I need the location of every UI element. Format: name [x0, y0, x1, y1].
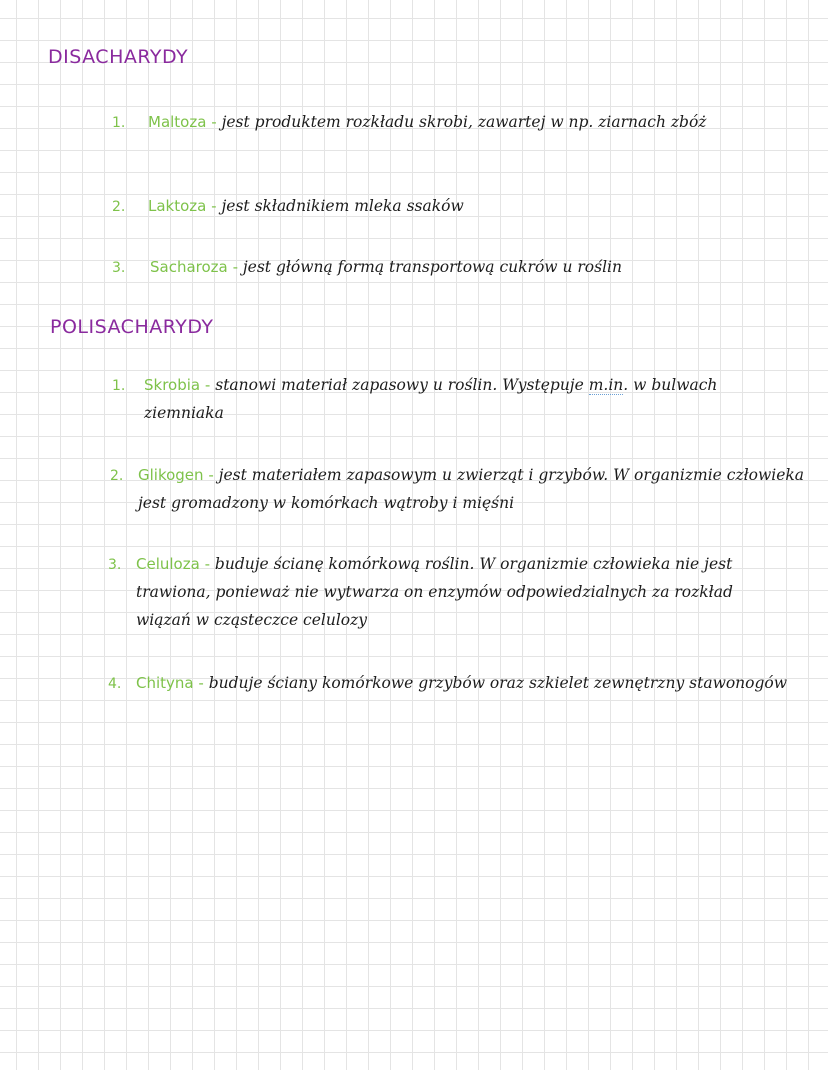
- item-number: 1.: [112, 378, 126, 394]
- item-number: 3.: [108, 557, 122, 573]
- item-number: 2.: [110, 468, 124, 484]
- item-description-continued: . w bulwach ziemniaka: [144, 376, 718, 422]
- item-number: 2.: [112, 199, 126, 215]
- item-number: 3.: [112, 260, 126, 276]
- item-text: [112, 371, 802, 427]
- item-description: buduje ścianę komórkową roślin. W organizmie człowieka nie jest trawiona, ponieważ nie wytwarza on enzymów odpowiedzialnych za rozkład wiązań w cząsteczce celulozy: [136, 555, 733, 629]
- item-dash: -: [211, 197, 217, 215]
- list-item-sacharoza: [112, 253, 817, 281]
- item-term: Laktoza: [148, 197, 207, 215]
- item-description: jest składnikiem mleka ssaków: [221, 197, 464, 215]
- item-dash: -: [211, 113, 217, 131]
- item-dash: -: [198, 674, 204, 692]
- item-text: [112, 253, 817, 281]
- item-dash: -: [208, 466, 214, 484]
- item-text: [112, 108, 817, 136]
- list-item-skrobia: [112, 371, 802, 427]
- item-term: Skrobia: [144, 376, 201, 394]
- item-term: Sacharoza: [150, 258, 228, 276]
- list-item-celuloza: [108, 550, 788, 634]
- item-description: jest materiałem zapasowym u zwierząt i grzybów. W organizmie człowieka jest gromadzony w komórkach wątroby i mięśni: [138, 466, 805, 512]
- item-description-abbreviation: m.in: [588, 376, 624, 394]
- item-number: 1.: [112, 115, 126, 131]
- item-description: buduje ściany komórkowe grzybów oraz szkielet zewnętrzny stawonogów: [208, 674, 788, 692]
- item-description: stanowi materiał zapasowy u roślin. Występuje: [215, 376, 584, 394]
- list-item-maltoza: [112, 108, 817, 136]
- item-dash: -: [205, 376, 211, 394]
- item-term: Glikogen: [138, 466, 204, 484]
- item-text: [108, 669, 788, 697]
- item-description: jest produktem rozkładu skrobi, zawartej w np. ziarnach zbóż: [221, 113, 707, 131]
- item-text: [110, 461, 810, 517]
- list-item-laktoza: [112, 192, 817, 220]
- list-item-chityna: [108, 669, 788, 697]
- item-term: Celuloza: [136, 555, 200, 573]
- item-description: jest główną formą transportową cukrów u roślin: [242, 258, 622, 276]
- item-number: 4.: [108, 676, 122, 692]
- list-item-glikogen: [110, 461, 810, 517]
- item-dash: -: [232, 258, 238, 276]
- section-title-polisacharydy: POLISACHARYDY: [50, 316, 214, 338]
- section-title-disacharydy: DISACHARYDY: [48, 46, 189, 68]
- item-term: Maltoza: [148, 113, 207, 131]
- item-dash: -: [204, 555, 210, 573]
- item-text: [108, 550, 788, 634]
- item-term: Chityna: [136, 674, 194, 692]
- item-text: [112, 192, 817, 220]
